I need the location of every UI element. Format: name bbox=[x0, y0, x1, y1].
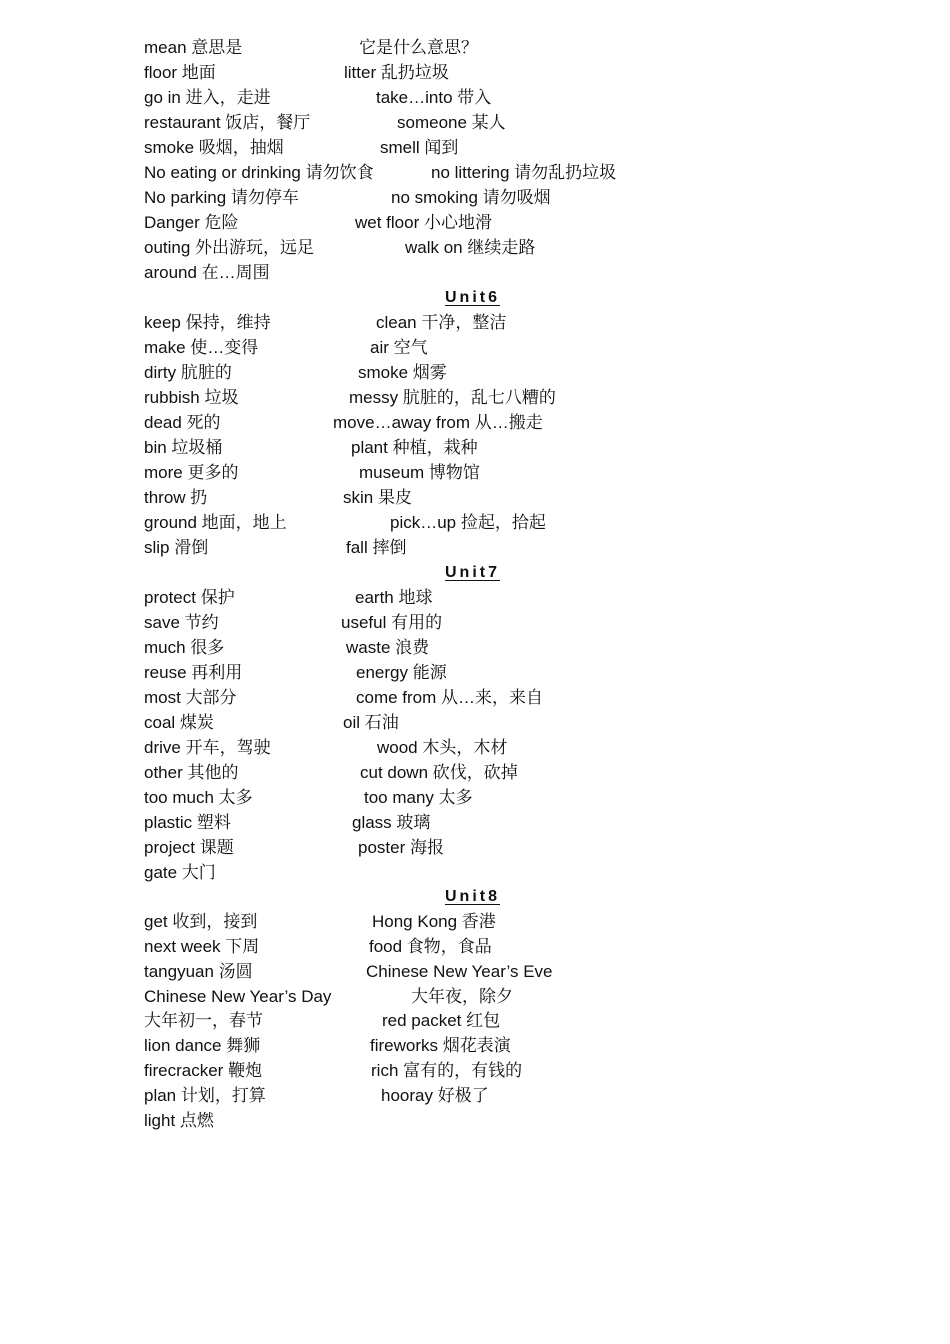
vocab-row bbox=[0, 1008, 950, 1033]
vocab-term-left: bin 垃圾桶 bbox=[144, 438, 223, 457]
vocab-row bbox=[0, 410, 950, 435]
vocab-term-right: fall 摔倒 bbox=[346, 538, 407, 557]
vocab-term-left: plastic 塑料 bbox=[144, 813, 231, 832]
vocab-term-left: lion dance 舞狮 bbox=[144, 1036, 261, 1055]
vocab-row bbox=[0, 135, 950, 160]
vocab-row bbox=[0, 110, 950, 135]
vocab-term-left: drive 开车，驾驶 bbox=[144, 738, 271, 757]
vocab-term-right: 它是什么意思？ bbox=[359, 38, 478, 57]
vocab-term-right: Chinese New Year’s Eve bbox=[366, 962, 553, 981]
vocab-term-left: outing 外出游玩，远足 bbox=[144, 238, 315, 257]
vocab-term-left: next week 下周 bbox=[144, 937, 260, 956]
vocab-term-right: no smoking 请勿吸烟 bbox=[391, 188, 551, 207]
vocab-term-left: keep 保持，维持 bbox=[144, 313, 271, 332]
vocab-term-right: useful 有用的 bbox=[341, 613, 443, 632]
vocab-row bbox=[0, 785, 950, 810]
vocab-term-left: get 收到，接到 bbox=[144, 912, 258, 931]
vocab-row bbox=[0, 959, 950, 984]
vocab-row bbox=[0, 735, 950, 760]
vocab-row bbox=[0, 1108, 950, 1133]
vocab-term-right: earth 地球 bbox=[355, 588, 433, 607]
vocab-term-right: wet floor 小心地滑 bbox=[355, 213, 492, 232]
vocab-term-right: walk on 继续走路 bbox=[405, 238, 536, 257]
vocab-term-left: gate 大门 bbox=[144, 863, 216, 882]
vocab-term-right: come from 从…来，来自 bbox=[356, 688, 544, 707]
vocab-term-right: no littering 请勿乱扔垃圾 bbox=[431, 163, 617, 182]
vocab-row bbox=[0, 460, 950, 485]
vocab-term-right: smoke 烟雾 bbox=[358, 363, 447, 382]
vocab-row bbox=[0, 435, 950, 460]
vocab-term-right: hooray 好极了 bbox=[381, 1086, 489, 1105]
vocab-row bbox=[0, 685, 950, 710]
vocab-row bbox=[0, 510, 950, 535]
vocab-term-right: air 空气 bbox=[370, 338, 428, 357]
vocab-row bbox=[0, 934, 950, 959]
vocab-row bbox=[0, 160, 950, 185]
vocab-term-left: light 点燃 bbox=[144, 1111, 214, 1130]
vocab-row bbox=[0, 85, 950, 110]
vocab-term-left: much 很多 bbox=[144, 638, 225, 657]
vocab-term-right: litter 乱扔垃圾 bbox=[344, 63, 449, 82]
vocab-row bbox=[0, 260, 950, 285]
vocab-term-right: rich 富有的，有钱的 bbox=[371, 1061, 523, 1080]
vocab-row bbox=[0, 984, 950, 1009]
vocab-term-left: mean 意思是 bbox=[144, 38, 243, 57]
vocab-term-right: Hong Kong 香港 bbox=[372, 912, 496, 931]
vocab-term-left: around 在…周围 bbox=[144, 263, 270, 282]
vocab-term-left: other 其他的 bbox=[144, 763, 239, 782]
vocab-term-left: Chinese New Year’s Day bbox=[144, 987, 332, 1006]
vocab-row bbox=[0, 860, 950, 885]
vocab-term-left: 大年初一，春节 bbox=[144, 1011, 263, 1030]
vocab-row bbox=[0, 535, 950, 560]
vocab-term-right: wood 木头，木材 bbox=[377, 738, 508, 757]
vocab-term-right: someone 某人 bbox=[397, 113, 506, 132]
vocab-term-left: firecracker 鞭炮 bbox=[144, 1061, 263, 1080]
vocab-row bbox=[0, 235, 950, 260]
vocab-term-right: food 食物，食品 bbox=[369, 937, 492, 956]
vocab-term-left: No eating or drinking 请勿饮食 bbox=[144, 163, 374, 182]
vocab-row bbox=[0, 60, 950, 85]
vocab-row bbox=[0, 210, 950, 235]
vocab-term-right: cut down 砍伐，砍掉 bbox=[360, 763, 518, 782]
vocab-term-left: rubbish 垃圾 bbox=[144, 388, 239, 407]
vocab-term-right: fireworks 烟花表演 bbox=[370, 1036, 511, 1055]
vocab-row bbox=[0, 360, 950, 385]
vocab-row bbox=[0, 760, 950, 785]
vocab-term-left: protect 保护 bbox=[144, 588, 235, 607]
vocab-term-right: poster 海报 bbox=[358, 838, 444, 857]
vocab-term-right: skin 果皮 bbox=[343, 488, 412, 507]
vocab-term-left: too much 太多 bbox=[144, 788, 253, 807]
unit8-heading: Unit8 bbox=[445, 888, 500, 905]
vocab-term-right: museum 博物馆 bbox=[359, 463, 480, 482]
vocab-row bbox=[0, 385, 950, 410]
vocab-row bbox=[0, 485, 950, 510]
vocab-term-right: waste 浪费 bbox=[346, 638, 430, 657]
vocab-row bbox=[0, 1033, 950, 1058]
vocab-row bbox=[0, 585, 950, 610]
vocab-term-right: move…away from 从…搬走 bbox=[333, 413, 543, 432]
vocab-row bbox=[0, 310, 950, 335]
vocab-row bbox=[0, 810, 950, 835]
vocab-row bbox=[0, 835, 950, 860]
vocab-term-left: ground 地面，地上 bbox=[144, 513, 287, 532]
vocab-term-right: energy 能源 bbox=[356, 663, 447, 682]
vocab-row bbox=[0, 185, 950, 210]
vocab-term-left: No parking 请勿停车 bbox=[144, 188, 299, 207]
vocab-term-right: oil 石油 bbox=[343, 713, 399, 732]
vocab-term-left: project 课题 bbox=[144, 838, 234, 857]
vocab-term-left: smoke 吸烟，抽烟 bbox=[144, 138, 284, 157]
vocab-term-left: make 使…变得 bbox=[144, 338, 259, 357]
vocab-term-right: clean 干净，整洁 bbox=[376, 313, 507, 332]
vocab-term-left: more 更多的 bbox=[144, 463, 239, 482]
vocab-row bbox=[0, 1083, 950, 1108]
vocab-term-right: plant 种植，栽种 bbox=[351, 438, 478, 457]
vocab-row bbox=[0, 610, 950, 635]
vocab-row bbox=[0, 35, 950, 60]
vocab-term-right: messy 肮脏的，乱七八糟的 bbox=[349, 388, 556, 407]
vocab-term-right: glass 玻璃 bbox=[352, 813, 431, 832]
vocab-term-left: dirty 肮脏的 bbox=[144, 363, 232, 382]
vocab-row bbox=[0, 909, 950, 934]
vocab-term-right: red packet 红包 bbox=[382, 1011, 501, 1030]
vocab-term-left: restaurant 饭店，餐厅 bbox=[144, 113, 311, 132]
vocab-term-left: plan 计划，打算 bbox=[144, 1086, 266, 1105]
vocab-term-left: most 大部分 bbox=[144, 688, 237, 707]
vocab-term-right: 大年夜，除夕 bbox=[411, 987, 513, 1006]
unit7-heading: Unit7 bbox=[445, 564, 500, 581]
vocab-term-left: go in 进入，走进 bbox=[144, 88, 271, 107]
vocab-term-left: Danger 危险 bbox=[144, 213, 239, 232]
vocab-term-left: reuse 再利用 bbox=[144, 663, 243, 682]
vocab-term-left: slip 滑倒 bbox=[144, 538, 209, 557]
vocab-term-left: coal 煤炭 bbox=[144, 713, 214, 732]
vocab-term-right: too many 太多 bbox=[364, 788, 473, 807]
vocab-term-left: throw 扔 bbox=[144, 488, 208, 507]
vocab-row bbox=[0, 1058, 950, 1083]
vocab-term-right: smell 闻到 bbox=[380, 138, 459, 157]
vocab-row bbox=[0, 635, 950, 660]
vocab-term-right: pick…up 捡起，拾起 bbox=[390, 513, 546, 532]
vocab-term-left: save 节约 bbox=[144, 613, 219, 632]
vocab-term-left: tangyuan 汤圆 bbox=[144, 962, 253, 981]
vocab-row bbox=[0, 335, 950, 360]
vocab-term-left: floor 地面 bbox=[144, 63, 216, 82]
vocab-row bbox=[0, 660, 950, 685]
vocab-term-right: take…into 带入 bbox=[376, 88, 492, 107]
unit6-heading: Unit6 bbox=[445, 289, 500, 306]
vocab-term-left: dead 死的 bbox=[144, 413, 221, 432]
vocab-row bbox=[0, 710, 950, 735]
